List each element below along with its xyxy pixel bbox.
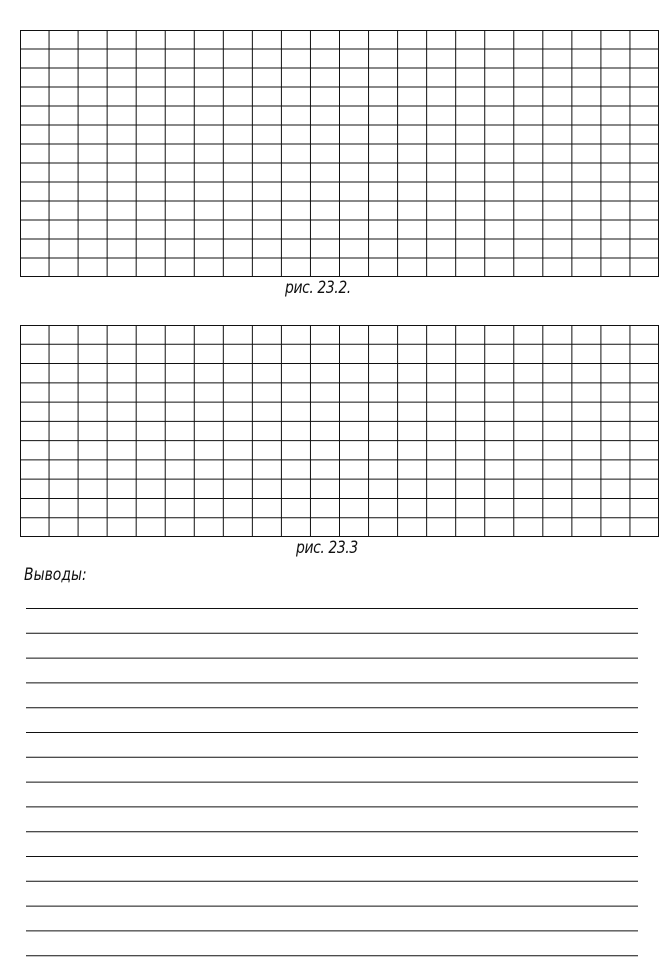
figure-caption-23-2: рис. 23.2. [285, 278, 351, 298]
figure-caption-23-3: рис. 23.3 [296, 538, 358, 558]
conclusions-label: Выводы: [24, 565, 87, 585]
